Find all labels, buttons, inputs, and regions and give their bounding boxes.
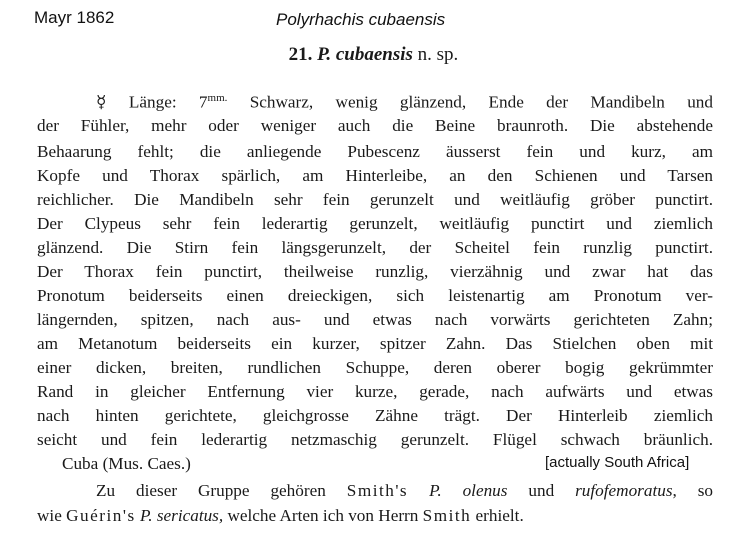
locality-line: Cuba (Mus. Caes.) (62, 454, 191, 473)
text-line-8: Der Thorax fein punctirt, theilweise runzlig, vierzähnig und zwar hat das (37, 262, 713, 281)
text-line-18-start: wie (37, 506, 62, 525)
conjunction-und: und (528, 481, 555, 500)
text-line-17 (96, 480, 713, 501)
text-line-18-middle: welche Arten ich von Herrn (227, 506, 419, 525)
locality-annotation: [actually South Africa] (545, 454, 690, 471)
text-line-17-end: , so (672, 481, 714, 500)
length-unit: mm. (207, 92, 228, 104)
heading-name: P. cubaensis (317, 44, 413, 65)
text-line-10: längernden, spitzen, nach aus- und etwas nach vorwärts gerichteten Zahn; (37, 310, 713, 329)
taxon-olenus: P. olenus (429, 481, 508, 500)
text-line-4: Kopfe und Thorax spärlich, am Hinterleibe, an den Schienen und Tarsen (37, 166, 713, 185)
text-line-1 (96, 88, 713, 113)
taxon-sericatus: P. sericatus, (139, 506, 224, 525)
species-heading (0, 44, 747, 66)
text-line-13: Rand in gleicher Entfernung vier kurze, gerade, nach aufwärts und etwas (37, 382, 713, 401)
text-line-11: am Metanotum beiderseits ein kurzer, spitzer Zahn. Das Stielchen oben mit (37, 334, 713, 353)
text-line-7: glänzend. Die Stirn fein längsgerunzelt, der Scheitel fein runzlig punctirt. (37, 238, 713, 257)
taxon-rufofemoratus: rufofemoratus (575, 481, 673, 500)
text-line-6: Der Clypeus sehr fein lederartig gerunzelt, weitläufig punctirt und ziemlich (37, 214, 713, 233)
text-line-18-end: erhielt. (475, 506, 524, 525)
heading-suffix: n. sp. (417, 44, 459, 65)
text-line-14: nach hinten gerichtete, gleichgrosse Zähne trägt. Der Hinterleib ziemlich (37, 406, 713, 425)
author-smith-2: Smith (422, 506, 472, 525)
text-line-18 (37, 505, 713, 526)
text-line-12: einer dicken, breiten, rundlichen Schuppe, deren oberer bogig gekrümmter (37, 358, 713, 377)
author-smith: Smith's (346, 481, 409, 500)
text-line-15: seicht und fein lederartig netzmaschig gerunzelt. Flügel schwach bräunlich. (37, 430, 713, 449)
text-line-2: der Fühler, mehr oder weniger auch die Beine braunroth. Die abstehende (37, 116, 713, 135)
worker-symbol: ☿ (96, 92, 107, 112)
text-line-1-rest: Schwarz, wenig glänzend, Ende der Mandibeln und (249, 92, 713, 112)
length-label: Länge: 7 (128, 92, 208, 112)
author-guerin: Guérin's (66, 506, 136, 525)
text-line-17-start: Zu dieser Gruppe gehören (96, 481, 326, 500)
text-line-3: Behaarung fehlt; die anliegende Pubescenz äusserst fein und kurz, am (37, 142, 713, 161)
text-line-5: reichlicher. Die Mandibeln sehr fein gerunzelt und weitläufig gröber punctirt. (37, 190, 713, 209)
heading-number: 21. (288, 44, 313, 65)
author-year-label: Mayr 1862 (34, 8, 115, 27)
text-line-9: Pronotum beiderseits einen dreieckigen, sich leistenartig am Pronotum ver- (37, 286, 713, 305)
species-label: Polyrhachis cubaensis (276, 10, 446, 29)
